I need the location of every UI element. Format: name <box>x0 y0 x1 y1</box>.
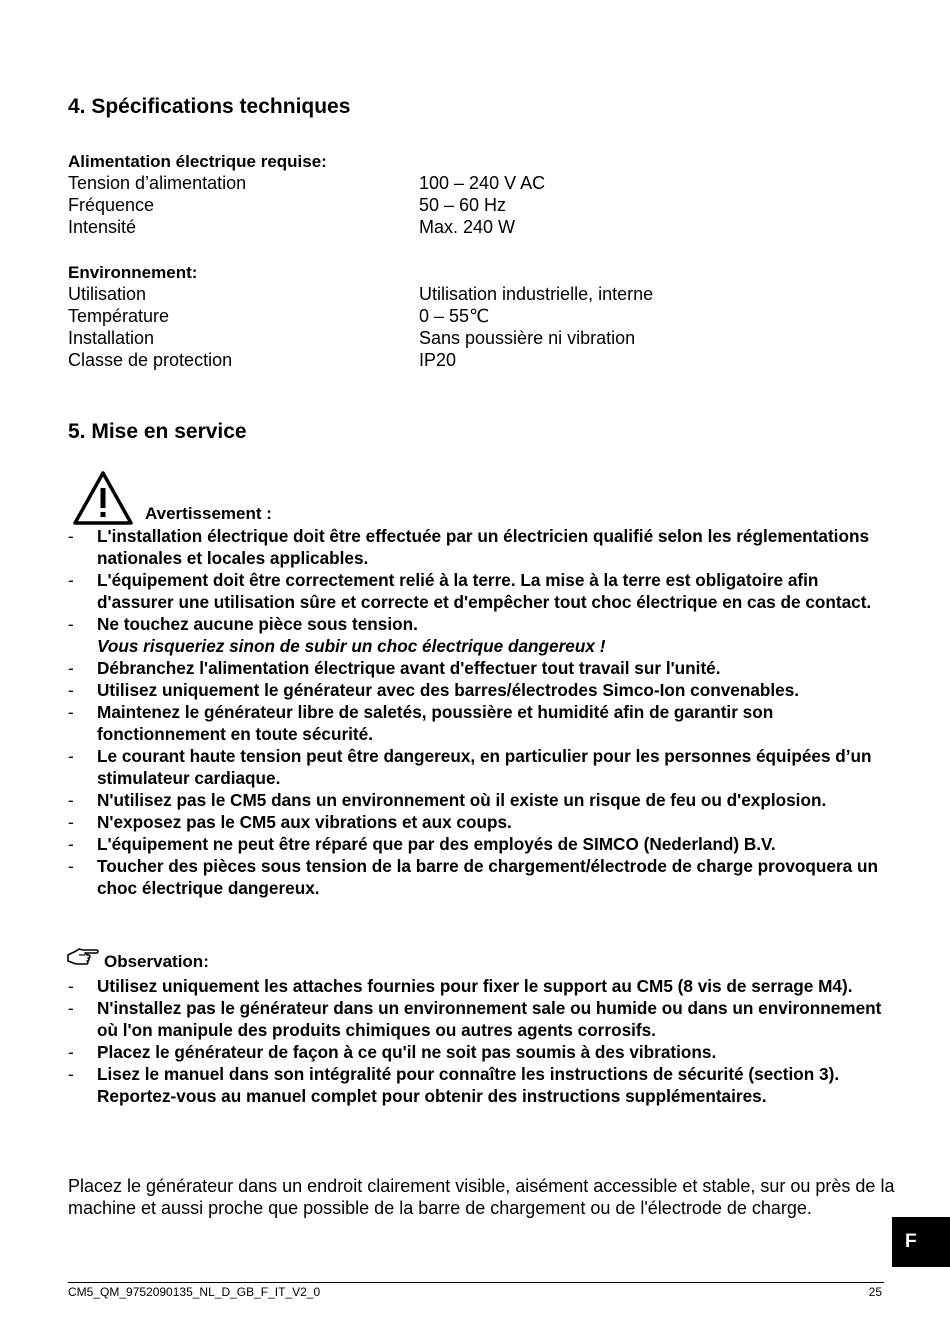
list-item: - L'installation électrique doit être effectuée par un électricien qualifié selon les réglementations nationales et locales applicables. <box>68 526 870 568</box>
warning-label: Avertissement : <box>145 504 272 523</box>
list-item: - N'utilisez pas le CM5 dans un environnement où il existe un risque de feu ou d'explosion. <box>68 790 827 810</box>
list-item: - Lisez le manuel dans son intégralité pour connaître les instructions de sécurité (section 3). Reportez-vous au manuel complet pour obtenir des instructions supplémentaires. <box>68 1064 840 1106</box>
section-5-title: 5. Mise en service <box>68 420 247 443</box>
spec-value: Utilisation industrielle, interne <box>419 284 654 304</box>
spec-label: Tension d’alimentation <box>68 173 247 193</box>
pointing-hand-icon <box>66 946 100 968</box>
spec-label: Classe de protection <box>68 350 233 370</box>
spec-value: Sans poussière ni vibration <box>419 328 636 348</box>
power-heading: Alimentation électrique requise: <box>68 152 327 171</box>
spec-value: IP20 <box>419 350 457 370</box>
spec-row-protection <box>68 350 888 372</box>
spec-label: Installation <box>68 328 155 348</box>
spec-row-voltage <box>68 173 888 195</box>
spec-label: Utilisation <box>68 284 147 304</box>
spec-value: 0 – 55℃ <box>419 306 490 326</box>
spec-row-temperature <box>68 306 888 328</box>
list-item: - L'équipement doit être correctement relié à la terre. La mise à la terre est obligatoire afin d'assurer une utilisation sûre et correcte et d'empêcher tout choc électrique en cas de contact. <box>68 570 872 612</box>
italic-note: Vous risqueriez sinon de subir un choc électrique dangereux ! <box>97 636 606 656</box>
warning-triangle-icon <box>72 470 134 526</box>
language-tab: F <box>892 1217 950 1267</box>
list-item: - Maintenez le générateur libre de saletés, poussière et humidité afin de garantir son fonctionnement en toute sécurité. <box>68 702 774 744</box>
spec-value: Max. 240 W <box>419 217 516 237</box>
warning-list <box>68 525 898 899</box>
footer-divider <box>68 1282 884 1283</box>
list-item: - Utilisez uniquement les attaches fournies pour fixer le support au CM5 (8 vis de serrage M4). <box>68 976 853 996</box>
list-item: - L'équipement ne peut être réparé que par des employés de SIMCO (Nederland) B.V. <box>68 834 776 854</box>
environment-heading: Environnement: <box>68 263 198 282</box>
spec-label: Intensité <box>68 217 137 237</box>
list-item: - N'exposez pas le CM5 aux vibrations et aux coups. <box>68 812 512 832</box>
list-item: - N'installez pas le générateur dans un environnement sale ou humide ou dans un environnement où l'on manipule des produits chimiques ou autres agents corrosifs. <box>68 998 882 1040</box>
list-item: - Placez le générateur de façon à ce qu'il ne soit pas soumis à des vibrations. <box>68 1042 717 1062</box>
list-item: - Le courant haute tension peut être dangereux, en particulier pour les personnes équipées d’un stimulateur cardiaque. <box>68 746 872 788</box>
spec-value: 50 – 60 Hz <box>419 195 507 215</box>
list-item: - Toucher des pièces sous tension de la barre de chargement/électrode de charge provoquera un choc électrique dangereux. <box>68 856 878 898</box>
section-4-title: 4. Spécifications techniques <box>68 95 351 118</box>
spec-row-usage <box>68 284 888 306</box>
list-item: - Utilisez uniquement le générateur avec des barres/électrodes Simco-Ion convenables. <box>68 680 800 700</box>
spec-label: Fréquence <box>68 195 155 215</box>
spec-row-installation <box>68 328 888 350</box>
spec-row-frequency <box>68 195 888 217</box>
spec-row-intensity <box>68 217 888 239</box>
spec-label: Température <box>68 306 170 326</box>
spec-value: 100 – 240 V AC <box>419 173 546 193</box>
placement-paragraph: Placez le générateur dans un endroit clairement visible, aisément accessible et stable, sur ou près de la machine et aussi proche que possible de la barre de chargement ou de l'électrode de charge. <box>68 1176 895 1218</box>
footer-doc-id: CM5_QM_9752090135_NL_D_GB_F_IT_V2_0 <box>68 1285 321 1299</box>
footer-page-number: 25 <box>868 1285 882 1299</box>
list-item: - Débranchez l'alimentation électrique avant d'effectuer tout travail sur l'unité. <box>68 658 721 678</box>
observation-label: Observation: <box>104 952 209 971</box>
observation-list <box>68 975 898 1107</box>
list-item: - Ne touchez aucune pièce sous tension. Vous risqueriez sinon de subir un choc électrique dangereux ! <box>68 613 898 657</box>
